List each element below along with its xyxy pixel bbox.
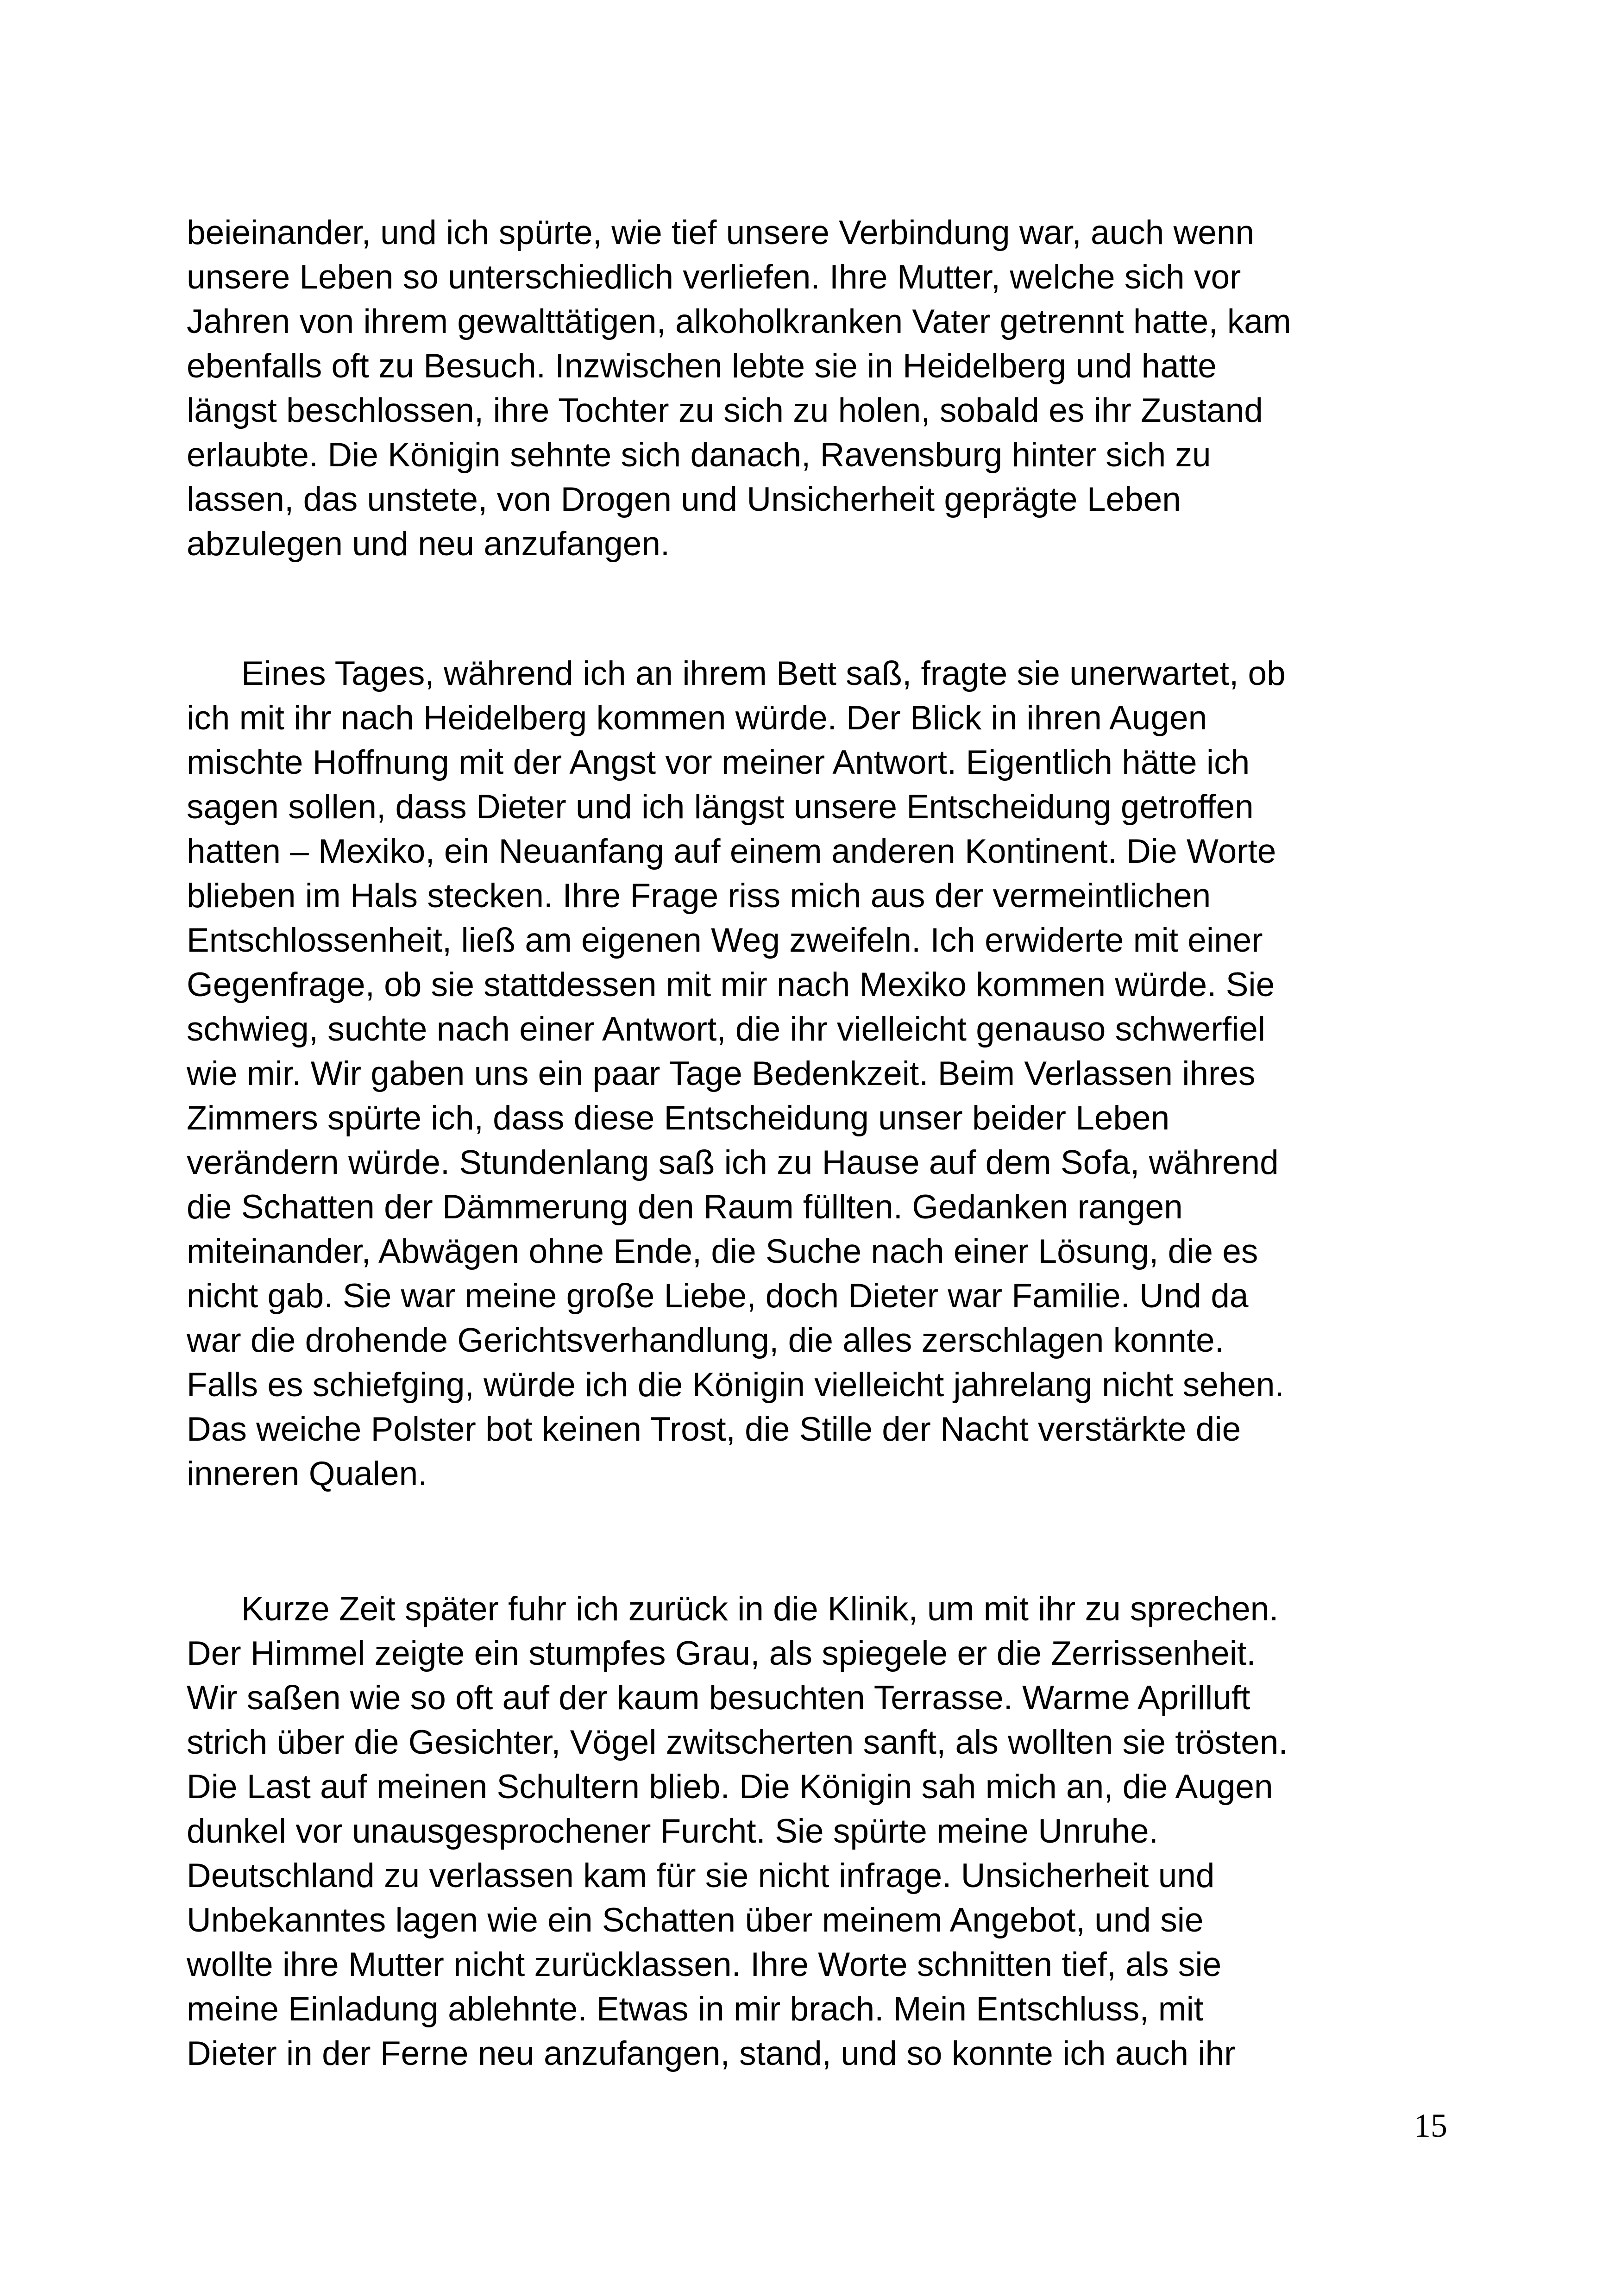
text-line: Entschlossenheit, ließ am eigenen Weg zweifeln. Ich erwiderte mit einer	[187, 922, 1263, 959]
text-line: Das weiche Polster bot keinen Trost, die Stille der Nacht verstärkte die	[187, 1411, 1241, 1448]
paragraph-2	[187, 652, 1446, 1496]
text-line: längst beschlossen, ihre Tochter zu sich zu holen, sobald es ihr Zustand	[187, 392, 1263, 429]
text-line: Falls es schiefging, würde ich die Königin vielleicht jahrelang nicht sehen.	[187, 1366, 1284, 1404]
text-line: wollte ihre Mutter nicht zurücklassen. Ihre Worte schnitten tief, als sie	[187, 1946, 1222, 1983]
text-line: Der Himmel zeigte ein stumpfes Grau, als spiegele er die Zerrissenheit.	[187, 1635, 1256, 1672]
text-line: Dieter in der Ferne neu anzufangen, stand, und so konnte ich auch ihr	[187, 2035, 1236, 2072]
paragraph-3	[187, 1587, 1446, 2076]
text-line: nicht gab. Sie war meine große Liebe, doch Dieter war Familie. Und da	[187, 1277, 1249, 1315]
page-number: 15	[1414, 2107, 1447, 2144]
text-line: ich mit ihr nach Heidelberg kommen würde. Der Blick in ihren Augen	[187, 699, 1207, 737]
text-line: sagen sollen, dass Dieter und ich längst unsere Entscheidung getroffen	[187, 788, 1254, 826]
text-line: Unbekanntes lagen wie ein Schatten über meinem Angebot, und sie	[187, 1901, 1204, 1939]
text-line: Gegenfrage, ob sie stattdessen mit mir nach Mexiko kommen würde. Sie	[187, 966, 1275, 1004]
text-line: blieben im Hals stecken. Ihre Frage riss mich aus der vermeintlichen	[187, 877, 1211, 915]
text-line: erlaubte. Die Königin sehnte sich danach, Ravensburg hinter sich zu	[187, 436, 1211, 474]
text-line: dunkel vor unausgesprochener Furcht. Sie spürte meine Unruhe.	[187, 1813, 1158, 1850]
text-line: beieinander, und ich spürte, wie tief unsere Verbindung war, auch wenn	[187, 214, 1255, 251]
text-line: unsere Leben so unterschiedlich verliefen. Ihre Mutter, welche sich vor	[187, 258, 1241, 296]
text-line: ebenfalls oft zu Besuch. Inzwischen lebte sie in Heidelberg und hatte	[187, 347, 1217, 385]
text-line: strich über die Gesichter, Vögel zwitscherten sanft, als wollten sie trösten.	[187, 1724, 1288, 1761]
text-line: verändern würde. Stundenlang saß ich zu Hause auf dem Sofa, während	[187, 1144, 1279, 1181]
text-line: hatten – Mexiko, ein Neuanfang auf einem anderen Kontinent. Die Worte	[187, 833, 1276, 870]
text-line: Zimmers spürte ich, dass diese Entscheidung unser beider Leben	[187, 1099, 1170, 1137]
text-line: Kurze Zeit später fuhr ich zurück in die Klinik, um mit ihr zu sprechen.	[241, 1590, 1279, 1628]
text-line: Eines Tages, während ich an ihrem Bett saß, fragte sie unerwartet, ob	[241, 655, 1286, 692]
text-line: Die Last auf meinen Schultern blieb. Die Königin sah mich an, die Augen	[187, 1768, 1273, 1806]
text-line: meine Einladung ablehnte. Etwas in mir brach. Mein Entschluss, mit	[187, 1990, 1204, 2028]
paragraph-1	[187, 211, 1446, 566]
text-line: inneren Qualen.	[187, 1455, 427, 1493]
text-line: die Schatten der Dämmerung den Raum füllten. Gedanken rangen	[187, 1188, 1183, 1226]
text-line: Deutschland zu verlassen kam für sie nicht infrage. Unsicherheit und	[187, 1857, 1215, 1895]
text-line: war die drohende Gerichtsverhandlung, die alles zerschlagen konnte.	[187, 1322, 1225, 1359]
text-line: wie mir. Wir gaben uns ein paar Tage Bedenkzeit. Beim Verlassen ihres	[187, 1055, 1256, 1092]
text-line: lassen, das unstete, von Drogen und Unsicherheit geprägte Leben	[187, 481, 1181, 518]
text-line: mischte Hoffnung mit der Angst vor meiner Antwort. Eigentlich hätte ich	[187, 744, 1250, 781]
text-line: abzulegen und neu anzufangen.	[187, 525, 670, 563]
text-line: schwieg, suchte nach einer Antwort, die ihr vielleicht genauso schwerfiel	[187, 1010, 1266, 1048]
text-line: miteinander, Abwägen ohne Ende, die Suche nach einer Lösung, die es	[187, 1233, 1258, 1270]
text-line: Wir saßen wie so oft auf der kaum besuchten Terrasse. Warme Aprilluft	[187, 1679, 1250, 1717]
text-line: Jahren von ihrem gewalttätigen, alkoholkranken Vater getrennt hatte, kam	[187, 303, 1291, 340]
